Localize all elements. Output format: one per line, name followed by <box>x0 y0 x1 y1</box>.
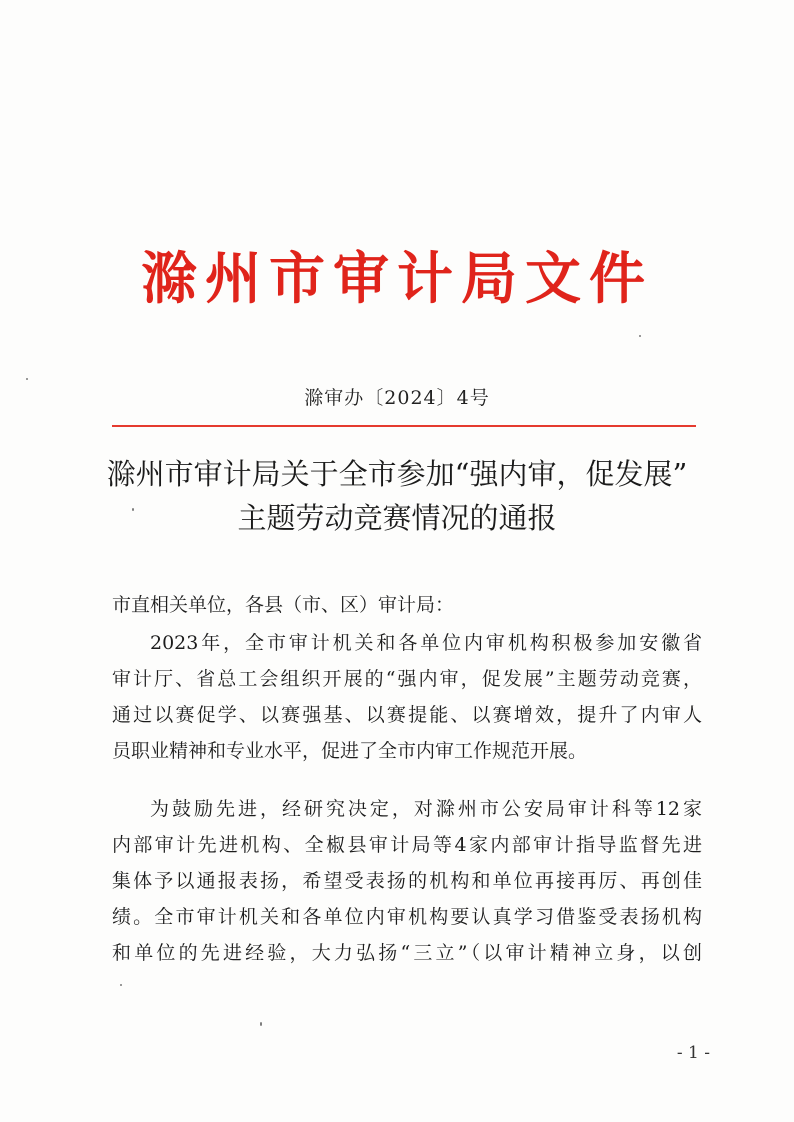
paragraph-1 <box>112 625 702 769</box>
red-divider-line <box>112 425 696 427</box>
masthead-title: 滁州市审计局文件 <box>141 246 653 312</box>
scan-speck <box>26 378 28 380</box>
paragraph-1-line: 审计厅、省总工会组织开展的“强内审，促发展”主题劳动竞赛， <box>112 668 702 690</box>
paragraph-2-line: 集体予以通报表扬，希望受表扬的机构和单位再接再厉、再创佳 <box>112 870 702 892</box>
document-number: 滁审办〔2024〕4号 <box>304 387 490 409</box>
paragraph-1-line: 2023年，全市审计机关和各单位内审机构积极参加安徽省 <box>150 632 702 654</box>
notice-title-line-1: 滁州市审计局关于全市参加“强内审，促发展” <box>106 457 688 491</box>
paragraph-2-line: 和单位的先进经验，大力弘扬“三立”（以审计精神立身，以创 <box>112 942 702 964</box>
page-number: - 1 - <box>676 1043 710 1063</box>
scan-speck <box>260 1022 262 1026</box>
notice-title-line-2: 主题劳动竞赛情况的通报 <box>237 501 557 535</box>
scan-speck <box>120 984 122 986</box>
paragraph-2-line: 内部审计先进机构、全椒县审计局等4家内部审计指导监督先进 <box>112 834 702 856</box>
paragraph-1-line: 通过以赛促学、以赛强基、以赛提能、以赛增效，提升了内审人 <box>112 704 702 726</box>
scan-speck <box>639 335 641 337</box>
salutation: 市直相关单位，各县（市、区）审计局： <box>112 594 455 616</box>
notice-title <box>70 452 724 540</box>
paragraph-2-line: 为鼓励先进，经研究决定，对滁州市公安局审计科等12家 <box>150 798 702 820</box>
scan-speck <box>132 508 134 511</box>
paragraph-2 <box>112 791 702 971</box>
paragraph-1-line: 员职业精神和专业水平，促进了全市内审工作规范开展。 <box>112 740 588 762</box>
paragraph-2-line: 绩。全市审计机关和各单位内审机构要认真学习借鉴受表扬机构 <box>112 906 702 928</box>
